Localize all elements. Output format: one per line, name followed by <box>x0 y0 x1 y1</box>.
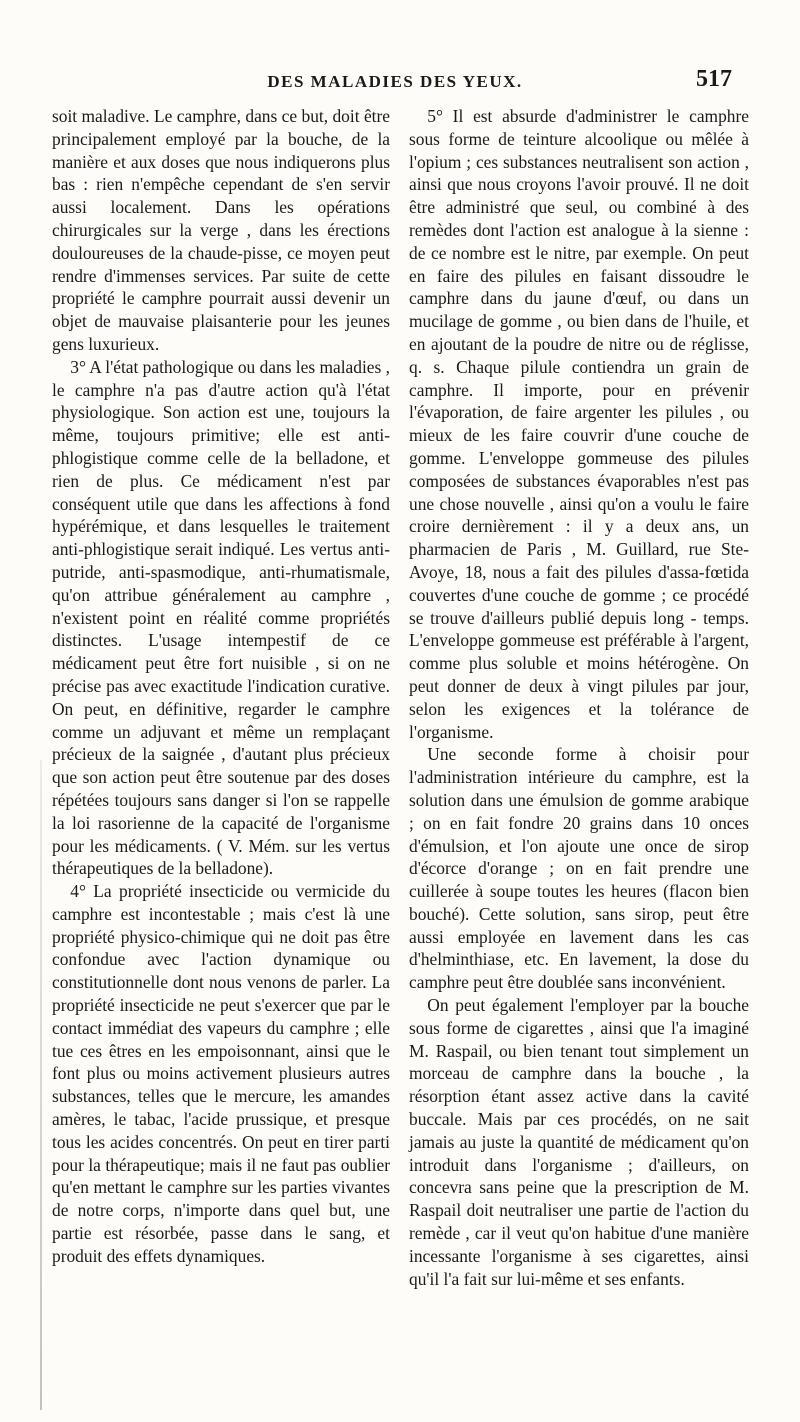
paragraph-continued: soit maladive. Le camphre, dans ce but, doit être principalement employé par la bouche, de la manière et aux doses que nous indiquerons plus bas : rien n'empêche cependant de s'en servir aussi localement. Dans les opérations chirurgicales sur la verge , dans les érections douloureuses de la chaude-pisse, ce moyen peut rendre d'immenses services. Par suite de cette propriété le camphre pourrait aussi devenir un objet de mauvaise plaisanterie pour les jeunes gens luxurieux. <box>52 106 390 354</box>
paragraph-point-4: 4° La propriété insecticide ou vermicide du camphre est incontestable ; mais c'est là une propriété physico-chimique qui ne doit pas être confondue avec l'action dynamique ou constitutionnelle dont nous venons de parler. La propriété insecticide ne peut s'exercer que par le contact immédiat des vapeurs du camphre ; elle tue ces êtres en les empoisonnant, ainsi que le font plus ou moins activement plusieurs autres substances, telles que le mercure, les amandes amères, le tabac, l'acide prussique, et presque tous les acides concentrés. On peut en tirer parti pour la thérapeutique; mais il ne faut pas oublier qu'en mettant le camphre sur les parties vivantes de notre corps, n'importe dans quel but, une partie est résorbée, passe dans le sang, et produit des effets dynamiques. <box>52 881 390 1266</box>
paragraph-emulsion: Une seconde forme à choisir pour l'administration intérieure du camphre, est la solution dans une émulsion de gomme arabique ; on en fait fondre 20 grains dans 10 onces d'émulsion, et l'on ajoute une once de sirop d'écorce d'orange ; on en fait prendre une cuillerée à soupe toutes les heures (flacon bien bouché). Cette solution, sans sirop, peut être aussi employée en lavement dans les cas d'helminthiase, etc. En lavement, la dose du camphre peut être doublée sans inconvénient. <box>409 744 749 993</box>
running-title: DES MALADIES DES YEUX. <box>267 72 523 91</box>
left-column <box>52 105 390 1268</box>
paragraph-point-3: 3° A l'état pathologique ou dans les maladies , le camphre n'a pas d'autre action qu'à l'état physiologique. Son action est une, toujours la même, toujours primitive; elle est anti-phlogistique comme celle de la belladone, et rien de plus. Ce médicament n'est par conséquent utile que dans les affections à fond hypérémique, et dans lesquelles le traitement anti-phlogistique serait indiqué. Les vertus anti-putride, anti-spasmodique, anti-rhumatismale, qu'on attribue généralement au camphre , n'existent point en réalité comme propriétés distinctes. L'usage intempestif de ce médicament peut être fort nuisible , si on ne précise pas avec exactitude l'indication curative. On peut, en définitive, regarder le camphre comme un adjuvant et même un remplaçant précieux de la saignée , d'autant plus précieux que son action peut être soutenue par des doses répétées toujours sans danger si l'on se rappelle la loi rasorienne de la capacité de l'organisme pour les médicaments. ( V. Mém. sur les vertus thérapeutiques de la belladone). <box>52 356 390 879</box>
right-column <box>409 105 749 1290</box>
page-number: 517 <box>696 66 732 92</box>
paragraph-point-5: 5° Il est absurde d'administrer le camphre sous forme de teinture alcoolique ou mêlée à l'opium ; ces substances neutralisent son action , ainsi que nous croyons l'avoir prouvé. Il ne doit être administré que seul, ou combiné à des remèdes dont l'action est analogue à la sienne : de ce nombre est le nitre, par exemple. On peut en faire des pilules en faisant dissoudre le camphre dans du jaune d'œuf, ou dans un mucilage de gomme , ou bien dans de l'huile, et en ajoutant de la poudre de nitre ou de réglisse, q. s. Chaque pilule contiendra un grain de camphre. Il importe, pour en prévenir l'évaporation, de faire argenter les pilules , ou mieux de les faire couvrir d'une couche de gomme. L'enveloppe gommeuse des pilules composées de substances évaporables n'est pas une chose nouvelle , ainsi qu'on a voulu le faire croire dernièrement : il y a deux ans, un pharmacien de Paris , M. Guillard, rue Ste-Avoye, 18, nous a fait des pilules d'assa-fœtida couvertes d'une couche de gomme ; ce procédé se trouve d'ailleurs publié depuis long - temps. L'enveloppe gommeuse est préférable à l'argent, comme plus soluble et moins hétérogène. On peut donner de deux à vingt pilules par jour, selon les exigences et la tolérance de l'organisme. <box>409 106 749 742</box>
paragraph-cigarettes: On peut également l'employer par la bouche sous forme de cigarettes , ainsi que l'a imaginé M. Raspail, ou bien tenant tout simplement un morceau de camphre dans la bouche , la résorption étant assez active dans la cavité buccale. Mais par ces procédés, on ne sait jamais au juste la quantité de médicament qu'on introduit dans l'organisme ; d'ailleurs, on concevra sans peine que la prescription de M. Raspail doit neutraliser une partie de l'action du remède , car il veut qu'on habitue d'une manière incessante l'organisme à ses cigarettes, ainsi qu'il l'a fait sur lui-même et ses enfants. <box>409 995 749 1289</box>
binding-shadow <box>40 760 42 1410</box>
